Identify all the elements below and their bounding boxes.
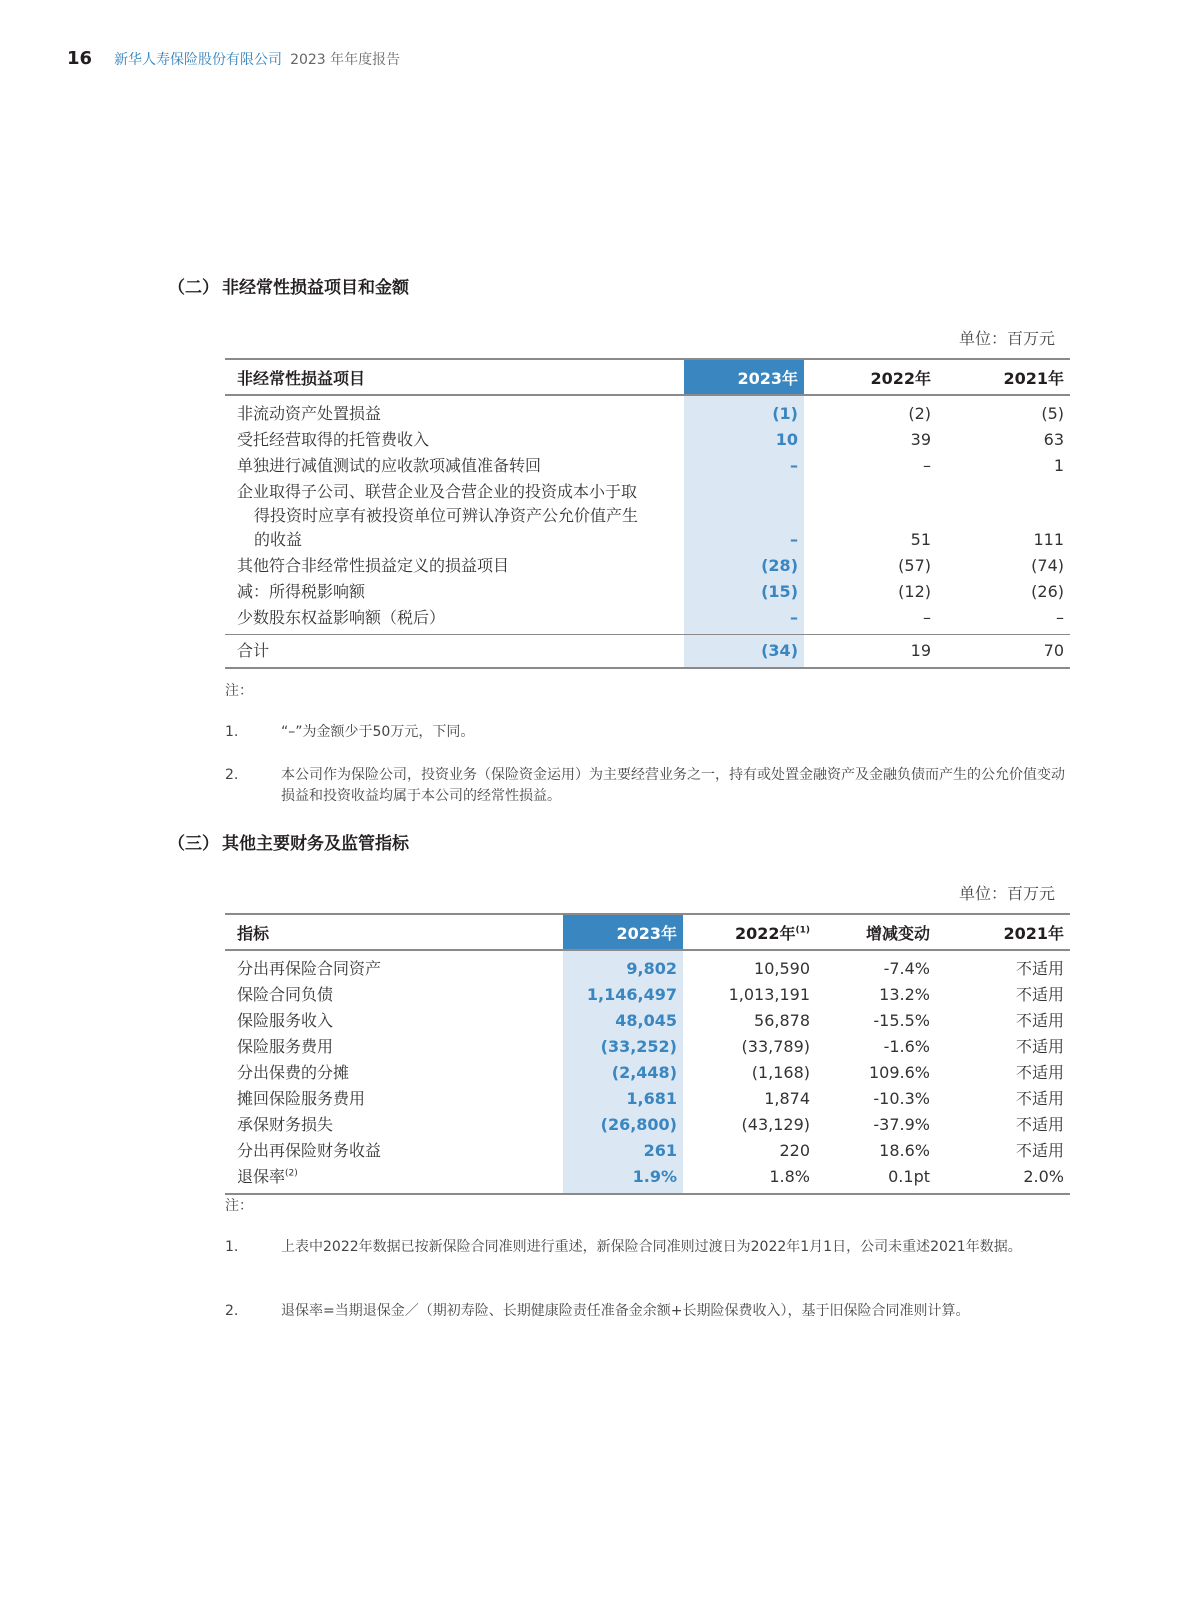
table-header-row	[225, 359, 1070, 395]
value-2023: –	[684, 479, 804, 553]
table-header-row	[225, 914, 1070, 950]
section2-heading: 非经常性损益项目和金额	[222, 278, 409, 298]
page-header	[67, 48, 400, 69]
table-row	[225, 553, 1070, 579]
table-row	[225, 605, 1070, 635]
table-row	[225, 1034, 1070, 1060]
row-label: 非流动资产处置损益	[237, 404, 382, 423]
value-2023: 261	[563, 1138, 683, 1164]
value-2022: (12)	[898, 582, 931, 601]
table-row	[225, 1112, 1070, 1138]
value-2022: 56,878	[754, 1011, 810, 1030]
col-header-2023: 2023年	[684, 359, 804, 395]
value-2021: 不适用	[1015, 1115, 1064, 1134]
value-2021: (26)	[1031, 582, 1064, 601]
value-2023: 48,045	[563, 1008, 683, 1034]
company-name: 新华人寿保险股份有限公司	[114, 52, 283, 68]
note-number: 2.	[225, 767, 239, 783]
row-label: 分出再保险财务收益	[237, 1141, 382, 1160]
note-text: 本公司作为保险公司，投资业务（保险资金运用）为主要经营业务之一，持有或处置金融资产及金融负债而产生的公允价值变动损益和投资收益均属于本公司的经常性损益。	[281, 767, 1065, 804]
section3-heading: 其他主要财务及监管指标	[222, 834, 409, 854]
value-2023: (15)	[684, 579, 804, 605]
total-label: 合计	[225, 635, 684, 669]
value-2023: –	[684, 605, 804, 635]
value-2023: –	[684, 453, 804, 479]
value-2023: 1,146,497	[563, 982, 683, 1008]
value-2022: –	[923, 608, 931, 627]
section3-note	[225, 1301, 1070, 1322]
table-row	[225, 1086, 1070, 1112]
note-text: 退保率=当期退保金／（期初寿险、长期健康险责任准备金余额+长期险保费收入），基于旧保险合同准则计算。	[281, 1303, 970, 1319]
row-label: 保险合同负债	[237, 985, 334, 1004]
note-number: 1.	[225, 1239, 239, 1255]
value-2022: 10,590	[754, 959, 810, 978]
value-2021: –	[1056, 608, 1064, 627]
section3-notes-label: 注：	[225, 1198, 253, 1214]
section2-unit: 单位：百万元	[958, 329, 1055, 348]
table-row	[225, 427, 1070, 453]
value-change: -7.4%	[883, 959, 930, 978]
note-number: 2.	[225, 1303, 239, 1319]
page-number: 16	[67, 48, 93, 69]
value-2021: 111	[1033, 530, 1064, 549]
value-change: -1.6%	[883, 1037, 930, 1056]
col-header-indicator: 指标	[225, 914, 563, 950]
col-header-2022-label: 2022年	[734, 923, 796, 943]
value-2023: (1)	[684, 395, 804, 427]
value-2023: 9,802	[563, 950, 683, 982]
section3-note	[225, 1237, 1070, 1258]
indicators-table	[225, 913, 1070, 1195]
note-text: 上表中2022年数据已按新保险合同准则进行重述，新保险合同准则过渡日为2022年1月1日，公司未重述2021年数据。	[281, 1239, 1022, 1255]
section3-number: （三）	[168, 834, 219, 854]
value-2022: 1,874	[764, 1089, 810, 1108]
row-label: 少数股东权益影响额（税后）	[237, 608, 446, 627]
value-2022: 1,013,191	[728, 985, 810, 1004]
table-row	[225, 1138, 1070, 1164]
col-header-2022: 2022年	[804, 359, 937, 395]
value-2021: 不适用	[1015, 1089, 1064, 1108]
value-2021: 63	[1043, 430, 1064, 449]
value-2022: 51	[910, 530, 931, 549]
section2-title	[168, 273, 409, 298]
footnote-marker: (2)	[285, 1168, 298, 1179]
value-2023: (28)	[684, 553, 804, 579]
note-text: “–”为金额少于50万元，下同。	[281, 724, 475, 740]
row-label: 其他符合非经常性损益定义的损益项目	[237, 556, 510, 575]
total-2021: 70	[937, 635, 1070, 669]
row-label: 减：所得税影响额	[237, 582, 366, 601]
value-change: -15.5%	[873, 1011, 930, 1030]
row-label	[225, 1164, 563, 1194]
value-change: -10.3%	[873, 1089, 930, 1108]
value-2021: 1	[1053, 456, 1064, 475]
section3-title	[168, 829, 409, 854]
value-2022: –	[923, 456, 931, 475]
value-change: 109.6%	[868, 1063, 930, 1082]
table-row	[225, 395, 1070, 427]
row-label	[225, 479, 684, 553]
col-header-2023: 2023年	[563, 914, 683, 950]
table-row	[225, 1164, 1070, 1194]
row-label: 保险服务费用	[237, 1037, 334, 1056]
table-row	[225, 479, 1070, 553]
table-row	[225, 579, 1070, 605]
table-row	[225, 1060, 1070, 1086]
col-header-2021: 2021年	[937, 359, 1070, 395]
value-2022: 1.8%	[683, 1164, 816, 1194]
row-label-text: 退保率	[237, 1167, 286, 1186]
col-header-2022	[683, 914, 816, 950]
total-2022: 19	[804, 635, 937, 669]
col-header-2021: 2021年	[936, 914, 1070, 950]
value-change: 18.6%	[879, 1141, 930, 1160]
value-2022: (2)	[908, 404, 931, 423]
value-2023: 1,681	[563, 1086, 683, 1112]
value-2022: 220	[779, 1141, 810, 1160]
section2-note	[225, 765, 1070, 807]
table-row	[225, 1008, 1070, 1034]
value-2022: (33,789)	[741, 1037, 810, 1056]
report-title: 2023 年年度报告	[290, 52, 401, 68]
row-label-line2: 得投资时应享有被投资单位可辨认净资产公允价值产生	[254, 506, 639, 525]
value-2022: (43,129)	[741, 1115, 810, 1134]
section2-notes-label: 注：	[225, 683, 253, 699]
section2-number: （二）	[168, 278, 219, 298]
row-label: 摊回保险服务费用	[237, 1089, 366, 1108]
value-2021: (74)	[1031, 556, 1064, 575]
value-change: 13.2%	[879, 985, 930, 1004]
value-2021: 不适用	[1015, 959, 1064, 978]
value-2021: (5)	[1041, 404, 1064, 423]
row-label: 保险服务收入	[237, 1011, 334, 1030]
footnote-marker: (1)	[795, 925, 810, 936]
row-label: 受托经营取得的托管费收入	[237, 430, 430, 449]
section3-unit: 单位：百万元	[958, 884, 1055, 903]
row-label-line1: 企业取得子公司、联营企业及合营企业的投资成本小于取	[237, 482, 638, 501]
section2-note	[225, 722, 1070, 743]
row-label: 承保财务损失	[237, 1115, 334, 1134]
value-2022: 39	[910, 430, 931, 449]
value-2021: 不适用	[1015, 1011, 1064, 1030]
note-number: 1.	[225, 724, 239, 740]
value-2022: (1,168)	[751, 1063, 810, 1082]
table-row	[225, 982, 1070, 1008]
value-2023: (26,800)	[563, 1112, 683, 1138]
table-row	[225, 453, 1070, 479]
value-2021: 不适用	[1015, 1037, 1064, 1056]
total-row	[225, 635, 1070, 669]
value-change: -37.9%	[873, 1115, 930, 1134]
row-label-line3: 的收益	[254, 530, 303, 549]
non-recurring-table	[225, 358, 1070, 669]
col-header-item: 非经常性损益项目	[225, 359, 684, 395]
value-change: 0.1pt	[816, 1164, 936, 1194]
row-label: 分出再保险合同资产	[237, 959, 382, 978]
total-2023: (34)	[684, 635, 804, 669]
row-label: 单独进行减值测试的应收款项减值准备转回	[237, 456, 542, 475]
value-2021: 不适用	[1015, 1141, 1064, 1160]
col-header-change: 增减变动	[816, 914, 936, 950]
value-2023: (2,448)	[563, 1060, 683, 1086]
value-2023: 10	[684, 427, 804, 453]
value-2021: 2.0%	[936, 1164, 1070, 1194]
value-2021: 不适用	[1015, 985, 1064, 1004]
value-2023: (33,252)	[563, 1034, 683, 1060]
value-2023: 1.9%	[563, 1164, 683, 1194]
table-row	[225, 950, 1070, 982]
value-2022: (57)	[898, 556, 931, 575]
value-2021: 不适用	[1015, 1063, 1064, 1082]
row-label: 分出保费的分摊	[237, 1063, 350, 1082]
